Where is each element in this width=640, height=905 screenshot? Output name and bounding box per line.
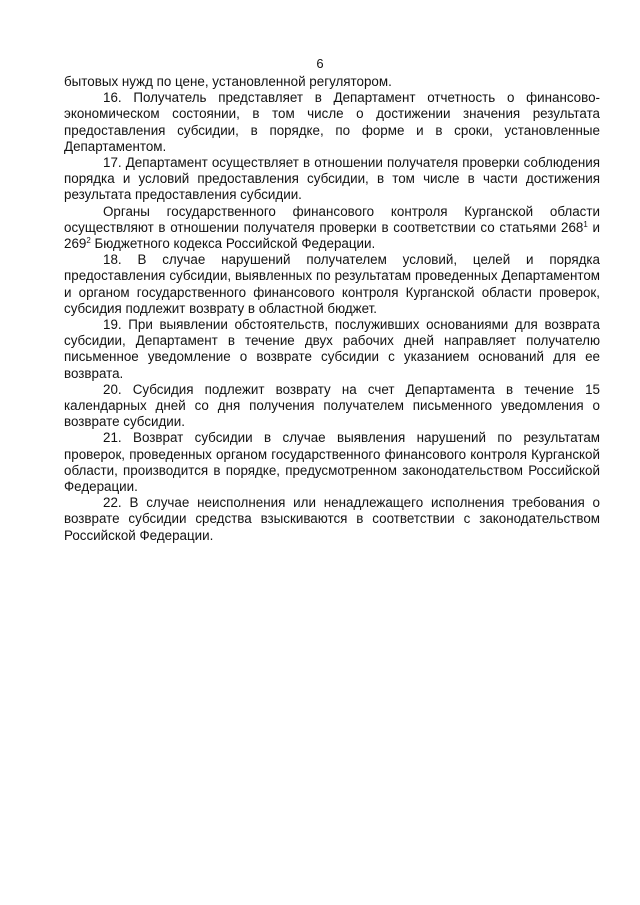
- document-body: [64, 74, 600, 544]
- paragraph-19: 19. При выявлении обстоятельств, послуживших основаниями для возврата субсидии, Департамент в течение двух рабочих дней направляет получателю письменное уведомление о возврате субсидии с указанием оснований для ее возврата.: [64, 317, 600, 381]
- superscript-2: 2: [86, 236, 91, 246]
- paragraph-22: 22. В случае неисполнения или ненадлежащего исполнения требования о возврате субсидии средства взыскиваются в соответствии с законодательством Российской Федерации.: [64, 495, 600, 543]
- paragraph-control-organs: [64, 204, 600, 253]
- paragraph-control-organs-text-mid: и 269: [64, 219, 600, 252]
- page-number: 6: [316, 56, 324, 71]
- paragraph-20: 20. Субсидия подлежит возврату на счет Департамента в течение 15 календарных дней со дня получения получателем письменного уведомления о возврате субсидии.: [64, 381, 600, 430]
- superscript-1: 1: [583, 219, 588, 229]
- paragraph-18: 18. В случае нарушений получателем условий, целей и порядка предоставления субсидии, выявленных по результатам проведенных Департаментом и органом государственного финансового контроля Курганской области проверок, субсидия подлежит возврату в областной бюджет.: [64, 252, 600, 316]
- paragraph-continuation: бытовых нужд по цене, установленной регулятором.: [64, 74, 392, 89]
- paragraph-control-organs-text-start: Органы государственного финансового контроля Курганской области осуществляют в отношении получателя проверки в соответствии со статьями 268: [64, 203, 600, 235]
- paragraph-21: 21. Возврат субсидии в случае выявления нарушений по результатам проверок, проведенных органом государственного финансового контроля Курганской области, производится в порядке, предусмотренном законодательством Российской Федерации.: [64, 430, 600, 495]
- paragraph-control-organs-text-end: Бюджетного кодекса Российской Федерации.: [90, 236, 376, 252]
- paragraph-16: 16. Получатель представляет в Департамент отчетность о финансово-экономическом состоянии, в том числе о достижении значения результата предоставления субсидии, в порядке, по форме и в сроки, установленные Департаментом.: [64, 90, 600, 154]
- paragraph-17: 17. Департамент осуществляет в отношении получателя проверки соблюдения порядка и условий предоставления субсидии, в том числе в части достижения результата предоставления субсидии.: [64, 155, 600, 203]
